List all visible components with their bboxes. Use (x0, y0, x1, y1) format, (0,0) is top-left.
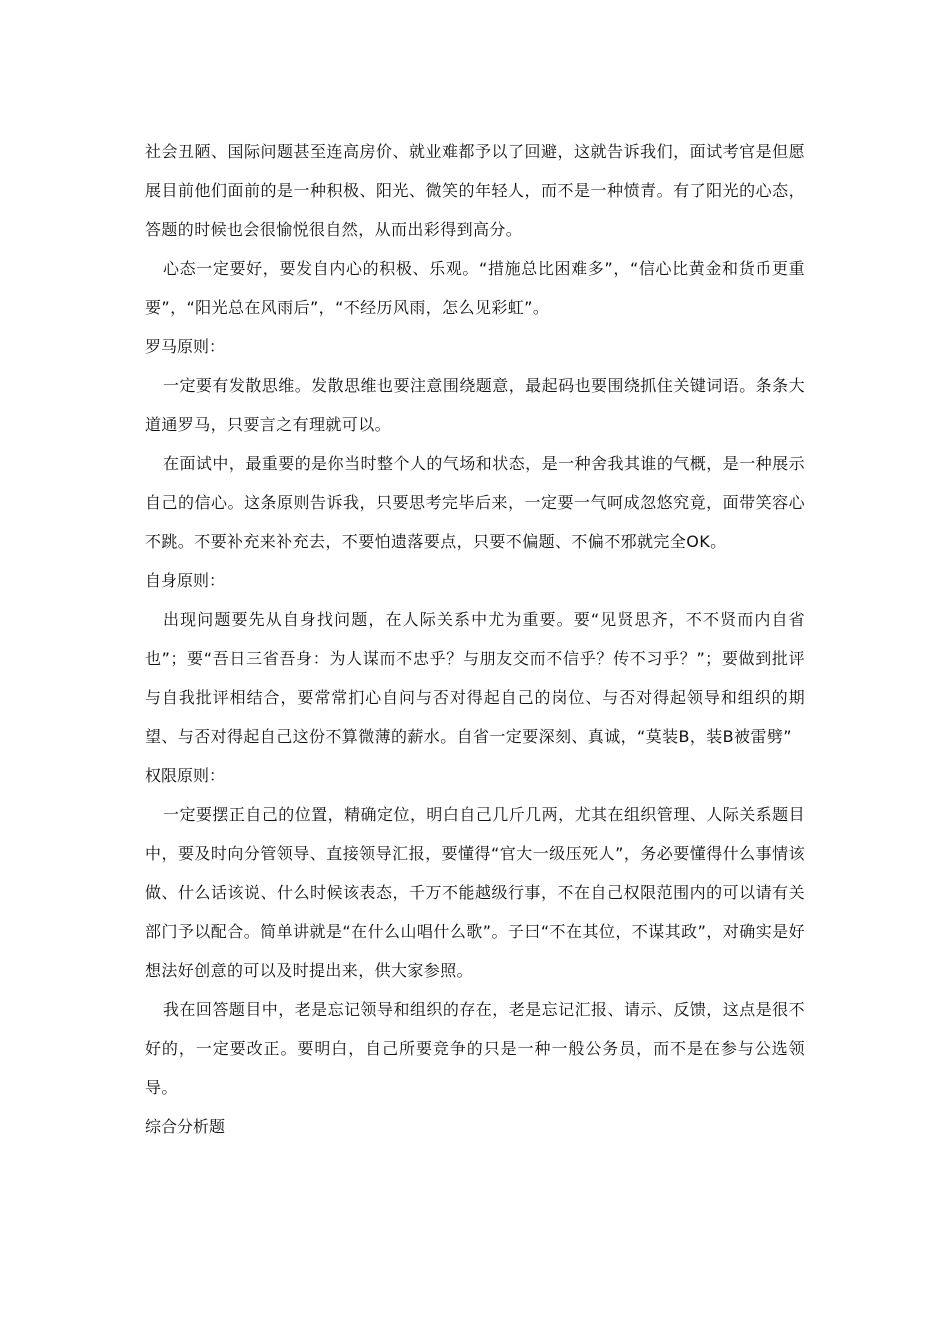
paragraph-attitude-conclusion: 社会丑陋、国际问题甚至连高房价、就业难都予以了回避，这就告诉我们，面试考官是但愿展目前他们面前的是一种积极、阳光、微笑的年轻人，而不是一种愤青。有了阳光的心态，答题的时候也会很愉悦很自然，从而出彩得到高分。 (145, 142, 805, 239)
heading-self-principle: 自身原则： (145, 571, 226, 590)
paragraph-personal-lesson: 我在回答题目中，老是忘记领导和组织的存在，老是忘记汇报、请示、反馈，这点是很不好的，一定要改正。要明白，自己所要竞争的只是一种一般公务员，而不是在参与公选领导。 (145, 1000, 805, 1097)
heading-authority-principle: 权限原则： (145, 766, 226, 785)
paragraph-attitude-quotes: 心态一定要好，要发自内心的积极、乐观。“措施总比困难多”，“信心比黄金和货币更重要”，“阳光总在风雨后”，“不经历风雨，怎么见彩虹”。 (145, 259, 805, 317)
paragraph-divergent-thinking: 一定要有发散思维。发散思维也要注意围绕题意，最起码也要围绕抓住关键词语。条条大道通罗马，只要言之有理就可以。 (145, 376, 805, 434)
document-page (145, 132, 805, 1146)
heading-comprehensive-analysis: 综合分析题 (145, 1117, 226, 1136)
paragraph-interview-aura: 在面试中，最重要的是你当时整个人的气场和状态，是一种舍我其谁的气概，是一种展示自己的信心。这条原则告诉我，只要思考完毕后来，一定要一气呵成忽悠究竟，面带笑容心不跳。不要补充来补充去，不要怕遗落要点，只要不偏题、不偏不邪就完全OK。 (145, 454, 805, 551)
paragraph-self-reflection: 出现问题要先从自身找问题，在人际关系中尤为重要。要“见贤思齐，不不贤而内自省也”；要“吾日三省吾身：为人谋而不忠乎？与朋友交而不信乎？传不习乎？”；要做到批评与自我批评相结合，要常常扪心自问与否对得起自己的岗位、与否对得起领导和组织的期望、与否对得起自己这份不算微薄的薪水。自省一定要深刻、真诚，“莫装B，装B被雷劈” (145, 610, 805, 746)
heading-rome-principle: 罗马原则： (145, 337, 226, 356)
paragraph-know-your-position: 一定要摆正自己的位置，精确定位，明白自己几斤几两，尤其在组织管理、人际关系题目中，要及时向分管领导、直接领导汇报，要懂得“官大一级压死人”，务必要懂得什么事情该做、什么话该说、什么时候该表态，千万不能越级行事，不在自己权限范围内的可以请有关部门予以配合。简单讲就是“在什么山唱什么歌”。子曰“不在其位，不谋其政”，对确实是好想法好创意的可以及时提出来，供大家参照。 (145, 805, 805, 980)
